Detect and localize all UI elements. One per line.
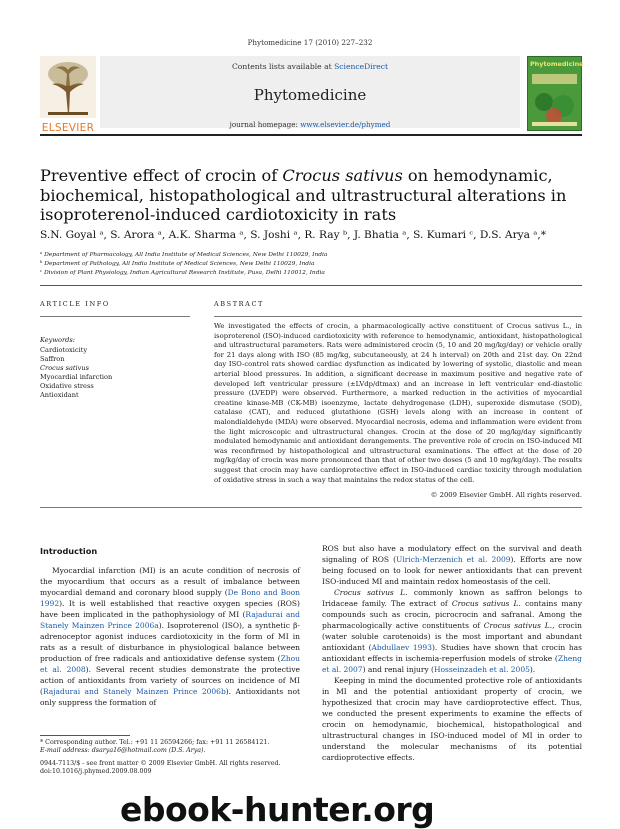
- elsevier-wordmark: ELSEVIER: [41, 122, 95, 134]
- intro-right-column: [322, 543, 582, 763]
- watermark: ebook-hunter.org: [120, 790, 435, 829]
- intro-paragraph-2: [322, 587, 582, 675]
- text-run: ). It is well established that reactive oxygen species (ROS) have been implicated in the pathophysiology of MI (: [40, 599, 300, 619]
- abstract-rule: [214, 316, 582, 317]
- species-name: Crocus sativus L.: [334, 588, 408, 597]
- citation-link[interactable]: Ulrich-Merzenich et al. 2009: [396, 555, 511, 564]
- text-run: commonly known as saffron belongs to Iridaceae family. The extract of: [322, 588, 582, 608]
- email-note: E-mail address: dsarya16@hotmail.com (D.S. Arya).: [40, 747, 206, 754]
- keyword: Oxidative stress: [40, 382, 94, 390]
- title-part-2: on hemodynamic, biochemical, histopathological and ultrastructural alterations in isoproterenol-induced cardiotoxicity in rats: [40, 166, 567, 224]
- keyword: Crocus sativus: [40, 364, 90, 372]
- text-run: , crocin (water soluble carotenoids) is the most important and abundant antioxidant (: [322, 621, 582, 652]
- article-info-rule: [40, 316, 190, 317]
- doi-line: doi:10.1016/j.phymed.2009.08.009: [40, 768, 152, 775]
- citation-link[interactable]: De Bono and Boon 1992: [40, 588, 300, 608]
- citation-link[interactable]: Hosseinzadeh et al. 2005: [434, 665, 530, 674]
- keyword: Saffron: [40, 355, 65, 363]
- header-rule: [40, 134, 582, 136]
- journal-homepage: [100, 120, 520, 129]
- citation-link[interactable]: Zhou et al. 2008: [40, 654, 300, 674]
- contents-line: [100, 62, 520, 71]
- elsevier-tree-logo: [40, 56, 96, 128]
- corresponding-author-note: * Corresponding author. Tel.: +91 11 26594266; fax: +91 11 26584121.: [40, 739, 270, 746]
- keyword: Cardiotoxicity: [40, 346, 88, 354]
- text-run: ROS but also have a modulatory effect on the survival and death signaling of ROS (: [322, 544, 582, 564]
- abstract-text: We investigated the effects of crocin, a pharmacologically active constituent of Crocus sativus L., in isoproterenol (ISO)-induced cardiotoxicity with reference to hemodynamic, antioxidant, histopathological and ultrastructural parameters. Rats were administered crocin (5, 10 and 20 mg/kg/day) or vehicle orally for 21 days along with ISO (85 mg/kg, subcutaneously, at 24 h interval) on 20th and 21st day. On 22nd day ISO-control rats showed cardiac dysfunction as indicated by lowering of systolic, diastolic and mean arterial blood pressures. In addition, a significant decrease in maximum positive and negative rate of developed left ventricular pressure (±LVdp/dtmax) and an increase in left ventricular end-diastolic pressure (LVEDP) were observed. Furthermore, a marked reduction in the activities of myocardial creatine kinase-MB (CK-MB) isoenzyme, lactate dehydrogenase (LDH), superoxide dismutase (SOD), catalase (CAT), and reduced glutathione (GSH) levels along with an increase in content of malondialdehyde (MDA) were observed. Myocardial necrosis, edema and inflammation were evident from the light microscopic and ultrastructural changes. Crocin at the dose of 20 mg/kg/day significantly modulated hemodynamic and antioxidant derangements. The preventive role of crocin on ISO-induced MI was reconfirmed by histopathological and ultrastructural examinations. The effect at the dose of 20 mg/kg/day of crocin was more pronounced than that of other two doses (5 and 10 mg/kg/day). The results suggest that crocin may have cardioprotective effect in ISO-induced cardiac toxicity through modulation of oxidative stress in such a way that maintains the redox status of the cell.: [214, 322, 582, 484]
- running-header: Phytomedicine 17 (2010) 227–232: [247, 38, 373, 47]
- text-run: ). Isoproterenol (ISO), a synthetic β-adrenoceptor agonist induces cardiotoxicity in the form of MI in rats as a result of disturbance in physiological balance between production of free radicals and antioxidative defense system (: [40, 621, 300, 663]
- title-part-1: Preventive effect of crocin of: [40, 166, 283, 185]
- text-run: ) and renal injury (: [362, 665, 434, 674]
- intro-paragraph-3: Keeping in mind the documented protective role of antioxidants in MI and the potential antioxidant property of crocin, we hypothesized that crocin may have cardioprotective effect. Thus, we conducted the present experiments to examine the effects of crocin on hemodynamic, biochemical, histopathological and ultrastructural changes in ISO-induced model of MI in order to understand the molecular mechanisms of its potential cardioprotective effects.: [322, 676, 582, 762]
- intro-paragraph-1: [40, 565, 300, 708]
- text-run: Myocardial infarction (MI) is an acute condition of necrosis of the myocardium that occurs as a result of imbalance between myocardial demand and coronary blood supply (: [40, 566, 300, 597]
- text-run: ). Studies have shown that crocin has antioxidant effects in ischemia-reperfusion models of stroke (: [322, 643, 582, 663]
- text-run: ). Efforts are now being focused on to look for newer antioxidants that can prevent ISO-induced MI and maintain redox homeostasis of the cell.: [322, 555, 582, 586]
- copyright-notice: © 2009 Elsevier GmbH. All rights reserved.: [430, 491, 582, 499]
- intro-left-column: [40, 565, 300, 708]
- homepage-prefix: journal homepage:: [229, 120, 301, 129]
- affiliation-a: ᵃ Department of Pharmacology, All India Institute of Medical Sciences, New Delhi 110029, India: [40, 252, 328, 258]
- homepage-link[interactable]: www.elsevier.de/phymed: [300, 120, 391, 129]
- keywords-label: Keywords:: [40, 336, 75, 344]
- footnote-rule: [40, 735, 130, 736]
- cover-artwork: [530, 72, 579, 127]
- species-name: Crocus sativus L.: [451, 599, 521, 608]
- text-run: ). Several recent studies demonstrate the protective action of antioxidants from variety of sources on incidence of MI (: [40, 665, 300, 696]
- species-name: Crocus sativus L.: [483, 621, 553, 630]
- keyword: Myocardial infarction: [40, 373, 113, 381]
- affiliation-rule: [40, 285, 582, 286]
- citation-link[interactable]: Zheng et al. 2007: [322, 654, 582, 674]
- introduction-heading: Introduction: [40, 546, 98, 556]
- contents-prefix: Contents lists available at: [231, 62, 335, 71]
- abstract-bottom-rule: [40, 507, 582, 508]
- affiliation-b: ᵇ Department of Pathology, All India Institute of Medical Sciences, New Delhi 110029, India: [40, 261, 315, 267]
- article-info-heading: ARTICLE INFO: [40, 300, 110, 308]
- author-list: S.N. Goyal ᵃ, S. Arora ᵃ, A.K. Sharma ᵃ, S. Joshi ᵃ, R. Ray ᵇ, J. Bhatia ᵃ, S. Kumari ᶜ, D.S. Arya ᵃ,*: [40, 229, 547, 241]
- text-run: contains many compounds such as crocin, picrocrocin and safranal. Among the pharmacologically active constituents of: [322, 599, 582, 630]
- journal-title: Phytomedicine: [253, 86, 367, 104]
- intro-paragraph-continued: [322, 543, 582, 587]
- abstract-heading: ABSTRACT: [214, 300, 264, 308]
- keyword: Antioxidant: [40, 391, 79, 399]
- citation-link[interactable]: Abdullaev 1993: [371, 643, 432, 652]
- affiliation-c: ᶜ Division of Plant Physiology, Indian Agricultural Research Institute, Pusa, Delhi 110012, India: [40, 270, 325, 276]
- citation-link[interactable]: Rajadurai and Stanely Mainzen Prince 2006a: [40, 610, 300, 630]
- issn-line: 0944-7113/$ - see front matter © 2009 Elsevier GmbH. All rights reserved.: [40, 760, 281, 767]
- cover-title: Phytomedicine: [530, 60, 584, 68]
- title-italic-species: Crocus sativus: [282, 166, 403, 185]
- text-run: ). Antioxidants not only suppress the formation of: [40, 687, 300, 707]
- article-title: [40, 166, 582, 225]
- sciencedirect-link[interactable]: ScienceDirect: [334, 62, 389, 71]
- text-run: ).: [529, 665, 536, 674]
- citation-link[interactable]: Rajadurai and Stanely Mainzen Prince 2006b: [42, 687, 226, 696]
